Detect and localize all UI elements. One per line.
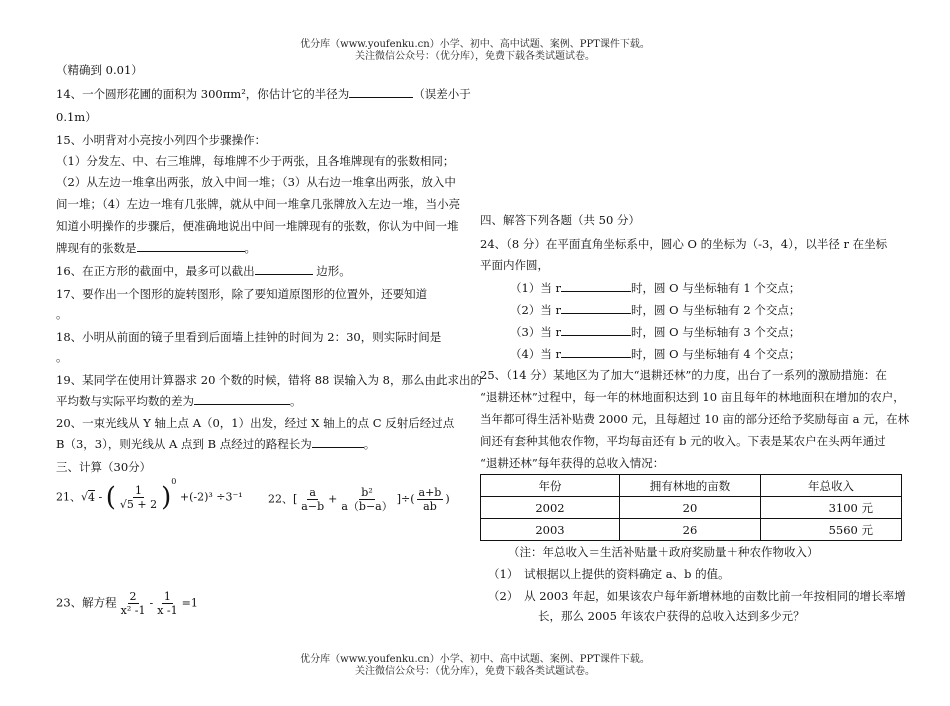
q14-text-2: （误差小于 bbox=[413, 87, 471, 101]
q24-text-b: 平面内作圆， bbox=[480, 258, 549, 272]
q22-label: 22、 bbox=[268, 492, 293, 506]
q25-text-c: 当年都可得生活补贴费 2000 元，且每超过 10 亩的部分还给予奖励每亩 a 元，在林 bbox=[480, 412, 910, 426]
q21-exponent: 0 bbox=[171, 476, 177, 486]
question-22: 22、[ $\frac{a}{a-b}$ + $\frac{\text{b²}}{a(b-a)}$ ]÷( $\frac{a+b}{ab}$ ) bbox=[268, 486, 450, 513]
q24-blank-3[interactable] bbox=[561, 324, 631, 336]
q17-end: 。 bbox=[56, 307, 68, 321]
q20-blank[interactable] bbox=[312, 436, 364, 448]
q24-blank-1[interactable] bbox=[561, 280, 631, 292]
q25-text-e: “退耕还林”每年获得的总收入情况： bbox=[480, 456, 665, 470]
q19-text: 平均数与实际平均数的差为 bbox=[56, 394, 194, 408]
table-cell-year: 2003 bbox=[481, 519, 620, 541]
q24-part-1: （1）当 r 时，圆 O 与坐标轴有 1 个交点； bbox=[510, 281, 801, 295]
question-16 bbox=[56, 263, 351, 279]
header-line-1: 优分库（www.youfenku.cn）小学、初中、高中试题、案例、PPT课件下载。 bbox=[300, 39, 650, 50]
q25-part-2: （2） 从 2003 年起，如果该农户每年新增林地的亩数比前一年按相同的增长率增 bbox=[488, 589, 906, 603]
q16-text: 16、在正方形的截面中，最多可以截出 bbox=[56, 264, 255, 278]
footer-line-2: 关注微信公众号：（优分库），免费下载各类试题试卷。 bbox=[355, 666, 595, 677]
table-header-area: 拥有林地的亩数 bbox=[620, 475, 761, 497]
q19-answer-line bbox=[56, 393, 302, 409]
question-15: 15、小明背对小亮按小列四个步骤操作： bbox=[56, 133, 267, 147]
table-header-income: 年总收入 bbox=[761, 475, 902, 497]
table-note: （注：年总收入＝生活补贴量＋政府奖励量＋种农作物收入） bbox=[508, 545, 819, 559]
q19-blank[interactable] bbox=[194, 393, 290, 405]
question-24: 24、（8 分）在平面直角坐标系中，圆心 O 的坐标为（-3，4），以半径 r 在坐标 bbox=[480, 237, 888, 251]
income-table bbox=[480, 474, 902, 541]
q15-end: 。 bbox=[244, 241, 256, 255]
q20-text: B（3，3），则光线从 A 点到 B 点经过的路程长为 bbox=[56, 437, 312, 451]
q18-end: 。 bbox=[56, 350, 68, 364]
q21-sqrt: √4 bbox=[81, 490, 96, 504]
question-18: 18、小明从前面的镜子里看到后面墙上挂钟的时间为 2：30，则实际时间是 bbox=[56, 330, 442, 344]
question-20: 20、一束光线从 Y 轴上点 A（0，1）出发，经过 X 轴上的点 C 反射后经过点 bbox=[56, 416, 455, 430]
q24-blank-2[interactable] bbox=[561, 302, 631, 314]
table-cell-income: 5560 元 bbox=[761, 519, 902, 541]
q24-blank-4[interactable] bbox=[561, 346, 631, 358]
q23-fraction-1: $\frac{2}{\text{x² -1}}$ bbox=[120, 590, 146, 617]
q25-part-1: （1） 试根据以上提供的资料确定 a、b 的值。 bbox=[488, 567, 730, 581]
page-header bbox=[0, 39, 950, 63]
q15-text-e: 知道小明操作的步骤后，便准确地说出中间一堆牌现有的张数，你认为中间一堆 bbox=[56, 219, 459, 233]
q15-step-2: （2）从左边一堆拿出两张，放入中间一堆；（3）从右边一堆拿出两张，放入中 bbox=[56, 175, 456, 189]
precision-note: （精确到 0.01） bbox=[56, 63, 143, 77]
table-cell-year: 2002 bbox=[481, 497, 620, 519]
table-header-row bbox=[481, 475, 902, 497]
q25-text-b: “退耕还林”过程中，每一年的林地面积达到 10 亩且每年的林地面积在增加的农户， bbox=[480, 390, 905, 404]
q15-step-1: （1）分发左、中、右三堆牌，每堆牌不少于两张，且各堆牌现有的张数相同； bbox=[56, 154, 455, 168]
q22-fraction-1: $\frac{a}{a-b}$ bbox=[301, 486, 325, 513]
question-14 bbox=[56, 86, 471, 102]
q24-part-4: （4）当 r 时，圆 O 与坐标轴有 4 个交点； bbox=[510, 347, 801, 361]
q21-minus: - bbox=[98, 490, 103, 504]
q15-blank[interactable] bbox=[137, 240, 245, 252]
header-line-2: 关注微信公众号：（优分库），免费下载各类试题试卷。 bbox=[355, 51, 595, 62]
section-4-title: 四、解答下列各题（共 50 分） bbox=[480, 213, 640, 227]
q24-part-3: （3）当 r 时，圆 O 与坐标轴有 3 个交点； bbox=[510, 325, 801, 339]
q22-fraction-2: $\frac{\text{b²}}{a(b-a)}$ bbox=[341, 486, 393, 513]
q21-fraction: $\frac{1}{√5 + 2}$ bbox=[119, 484, 158, 511]
q23-fraction-2: $\frac{1}{x -1}$ bbox=[157, 590, 178, 617]
q25-text-d: 间还有套种其他农作物，平均每亩还有 b 元的收入。下表是某农户在头两年通过 bbox=[480, 434, 886, 448]
question-17: 17、要作出一个图形的旋转图形，除了要知道原图形的位置外，还要知道 bbox=[56, 287, 428, 301]
table-cell-income: 3100 元 bbox=[761, 497, 902, 519]
q14-text: 14、一个圆形花圃的面积为 300πm²，你估计它的半径为 bbox=[56, 87, 350, 101]
q19-end: 。 bbox=[290, 394, 302, 408]
q24-part-2: （2）当 r 时，圆 O 与坐标轴有 2 个交点； bbox=[510, 303, 801, 317]
q23-label: 23、解方程 bbox=[56, 595, 117, 610]
page-footer bbox=[0, 654, 950, 678]
table-cell-area: 26 bbox=[620, 519, 761, 541]
q15-text-f: 牌现有的张数是 bbox=[56, 241, 137, 255]
q15-step-4: 间一堆；（4）左边一堆有几张牌，就从中间一堆拿几张牌放入左边一堆，当小亮 bbox=[56, 197, 461, 211]
footer-line-1: 优分库（www.youfenku.cn）小学、初中、高中试题、案例、PPT课件下载。 bbox=[300, 654, 650, 665]
q15-answer-line bbox=[56, 240, 256, 256]
question-21: 21、√4 - ( $\frac{1}{√5 + 2}$ )$^0$ +(-2)³ ÷3⁻¹ bbox=[56, 476, 243, 513]
table-row bbox=[481, 497, 902, 519]
question-23: 23、解方程 $\frac{2}{\text{x² -1}}$ - $\frac{1}{x -1}$ =1 bbox=[56, 590, 198, 617]
question-19: 19、某同学在使用计算器求 20 个数的时候，错将 88 误输入为 8，那么由此求出的 bbox=[56, 373, 482, 387]
table-header-year: 年份 bbox=[481, 475, 620, 497]
q22-fraction-3: $\frac{a+b}{ab}$ bbox=[418, 486, 442, 513]
table-row bbox=[481, 519, 902, 541]
question-25: 25、（14 分）某地区为了加大“退耕还林”的力度，出台了一系列的激励措施：在 bbox=[480, 368, 887, 382]
q21-rest: +(-2)³ ÷3⁻¹ bbox=[179, 490, 243, 504]
q14-text-3: 0.1m） bbox=[56, 110, 97, 124]
q21-label: 21、 bbox=[56, 490, 81, 504]
section-3-title: 三、计算（30分） bbox=[56, 460, 152, 474]
q20-end: 。 bbox=[363, 437, 376, 451]
q20-answer-line bbox=[56, 436, 375, 452]
table-cell-area: 20 bbox=[620, 497, 761, 519]
q25-part-2-cont: 长，那么 2005 年该农户获得的总收入达到多少元？ bbox=[538, 609, 805, 623]
q16-text-2: 边形。 bbox=[312, 264, 351, 278]
q14-blank[interactable] bbox=[349, 86, 413, 98]
q16-blank[interactable] bbox=[255, 263, 313, 275]
